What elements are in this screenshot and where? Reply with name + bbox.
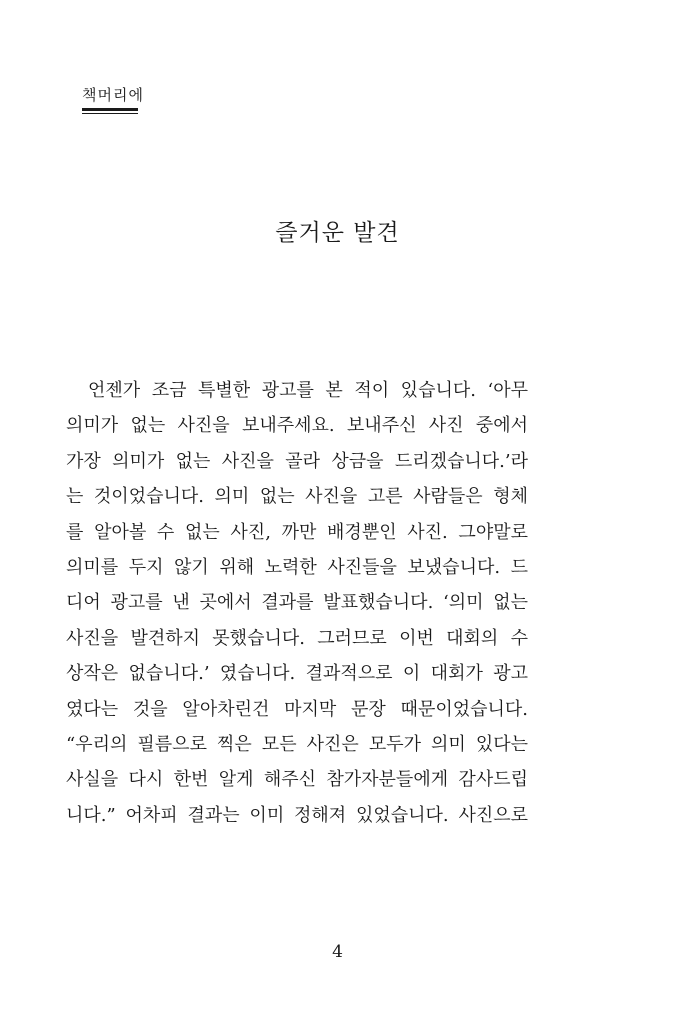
body-line: 가장 의미가 없는 사진을 골라 상금을 드리겠습니다.’라 [66, 450, 528, 472]
body-line: 디어 광고를 낸 곳에서 결과를 발표했습니다. ‘의미 없는 [66, 592, 528, 614]
body-paragraph [66, 373, 528, 833]
body-line: 사실을 다시 한번 알게 해주신 참가자분들에게 감사드립 [66, 769, 528, 791]
body-line: 를 알아볼 수 없는 사진, 까만 배경뿐인 사진. 그야말로 [66, 521, 528, 543]
section-label-underline [82, 108, 138, 114]
body-line: 상작은 없습니다.’ 였습니다. 결과적으로 이 대회가 광고 [66, 663, 528, 685]
section-label: 책머리에 [82, 86, 144, 104]
body-line: 의미를 두지 않기 위해 노력한 사진들을 보냈습니다. 드 [66, 556, 528, 578]
underline-thin [82, 113, 138, 114]
body-line: 는 것이었습니다. 의미 없는 사진을 고른 사람들은 형체 [66, 486, 528, 508]
body-line: 니다.” 어차피 결과는 이미 정해져 있었습니다. 사진으로 [66, 804, 528, 826]
body-line: 사진을 발견하지 못했습니다. 그러므로 이번 대회의 수 [66, 627, 528, 649]
body-line: “우리의 필름으로 찍은 모든 사진은 모두가 의미 있다는 [66, 733, 528, 755]
body-line: 의미가 없는 사진을 보내주세요. 보내주신 사진 중에서 [66, 415, 528, 437]
page-number: 4 [332, 942, 343, 962]
chapter-title: 즐거운 발견 [275, 220, 400, 246]
underline-thick [82, 108, 138, 111]
body-line: 언젠가 조금 특별한 광고를 본 적이 있습니다. ‘아무 [88, 380, 528, 401]
body-line: 였다는 것을 알아차린건 마지막 문장 때문이었습니다. [66, 698, 528, 720]
